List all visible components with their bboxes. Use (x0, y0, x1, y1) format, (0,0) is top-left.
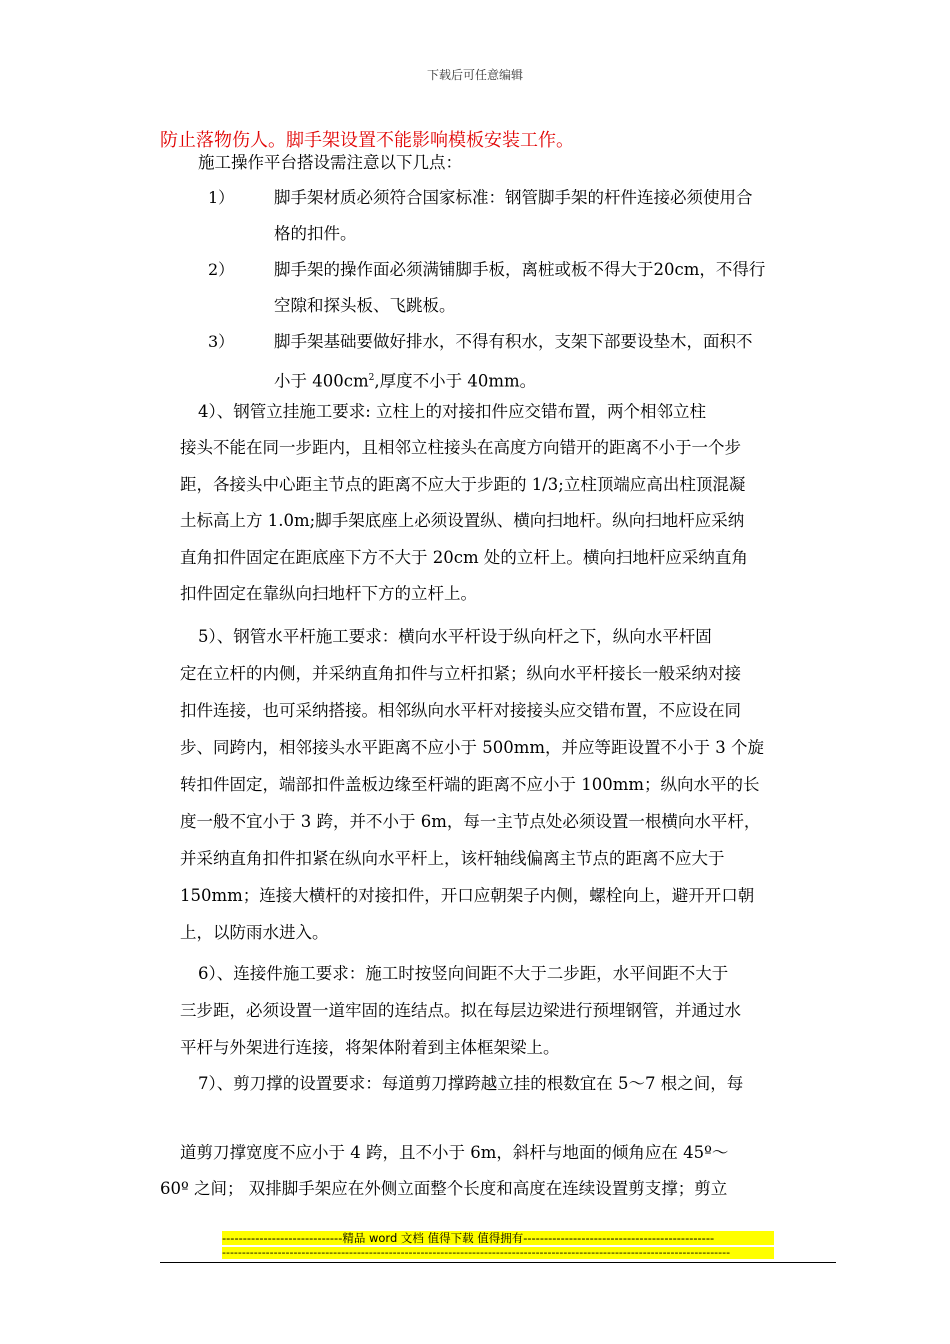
page-header: 下载后可任意编辑 (426, 68, 523, 82)
para4-line: 直角扣件固定在距底座下方不大于 20cm 处的立杆上。横向扫地杆应采纳直角 (180, 548, 748, 567)
item-number: 3） (208, 332, 235, 351)
item-line: 脚手架基础要做好排水，不得有积水，支架下部要设垫木，面积不 (274, 332, 753, 351)
para5-line: 5）、钢管水平杆施工要求：横向水平杆设于纵向杆之下，纵向水平杆固 (198, 627, 712, 646)
para5-line: 并采纳直角扣件扣紧在纵向水平杆上，该杆轴线偏离主节点的距离不应大于 (180, 849, 725, 868)
item-line: 空隙和探头板、飞跳板。 (274, 296, 456, 315)
para6-line: 6）、连接件施工要求：施工时按竖向间距不大于二步距，水平间距不大于 (198, 964, 729, 983)
para6-line: 三步距，必须设置一道牢固的连结点。拟在每层边梁进行预埋钢管，并通过水 (180, 1001, 741, 1020)
intro-line: 施工操作平台搭设需注意以下几点： (198, 153, 462, 172)
item-line: 小于 $400cm^2$,厚度不小于 40mm。 (274, 371, 537, 391)
item-line: 脚手架的操作面必须满铺脚手板，离桩或板不得大于20cm，不得行 (274, 260, 766, 279)
para4-line: 接头不能在同一步距内，且相邻立柱接头在高度方向错开的距离不小于一个步 (180, 438, 741, 457)
para4-line: 距，各接头中心距主节点的距离不应大于步距的 1/3;立柱顶端应高出柱顶混凝 (180, 475, 746, 494)
para5-line: 度一般不宜小于 3 跨，并不小于 6m，每一主节点处必须设置一根横向水平杆， (180, 812, 761, 831)
item-number: 2） (208, 260, 235, 279)
item-line: 格的扣件。 (274, 224, 357, 243)
para5-line: 步、同跨内，相邻接头水平距离不应小于 500mm，并应等距设置不小于 3 个旋 (180, 738, 765, 757)
para5-line: 扣件连接，也可采纳搭接。相邻纵向水平杆对接接头应交错布置，不应设在同 (180, 701, 741, 720)
para7-line: 60º 之间； 双排脚手架应在外侧立面整个长度和高度在连续设置剪支撑；剪立 (160, 1179, 728, 1198)
item-line: 脚手架材质必须符合国家标准：钢管脚手架的杆件连接必须使用合 (274, 188, 753, 207)
para5-line: 转扣件固定，端部扣件盖板边缘至杆端的距离不应小于 100mm；纵向水平的长 (180, 775, 760, 794)
para6-line: 平杆与外架进行连接，将架体附着到主体框架梁上。 (180, 1038, 560, 1057)
para7-line: 7）、剪刀撑的设置要求：每道剪刀撑跨越立挂的根数宜在 5～7 根之间，每 (198, 1074, 744, 1093)
item-number: 1） (208, 188, 235, 207)
footer-banner: -----------------------------精品 word 文档 值得下载 值得拥有---------------------------------------------- (222, 1231, 774, 1245)
para5-line: 上，以防雨水进入。 (180, 923, 329, 942)
red-highlight-line: 防止落物伤人。脚手架设置不能影响模板安装工作。 (160, 130, 574, 151)
footer-rule (160, 1262, 836, 1263)
footer-dashes: -------------------------------------------------------------------------------------------------------------------------------- (222, 1247, 774, 1259)
para7-line: 道剪刀撑宽度不应小于 4 跨，且不小于 6m，斜杆与地面的倾角应在 45º～ (180, 1143, 729, 1162)
para5-line: 定在立杆的内侧，并采纳直角扣件与立杆扣紧；纵向水平杆接长一般采纳对接 (180, 664, 741, 683)
para4-line: 扣件固定在靠纵向扫地杆下方的立杆上。 (180, 584, 477, 603)
para4-line: 4）、钢管立挂施工要求: 立柱上的对接扣件应交错布置，两个相邻立柱 (198, 402, 707, 421)
para4-line: 土标高上方 1.0m;脚手架底座上必须设置纵、横向扫地杆。纵向扫地杆应采纳 (180, 511, 745, 530)
para5-line: 150mm；连接大横杆的对接扣件，开口应朝架子内侧，螺栓向上，避开开口朝 (180, 886, 755, 905)
